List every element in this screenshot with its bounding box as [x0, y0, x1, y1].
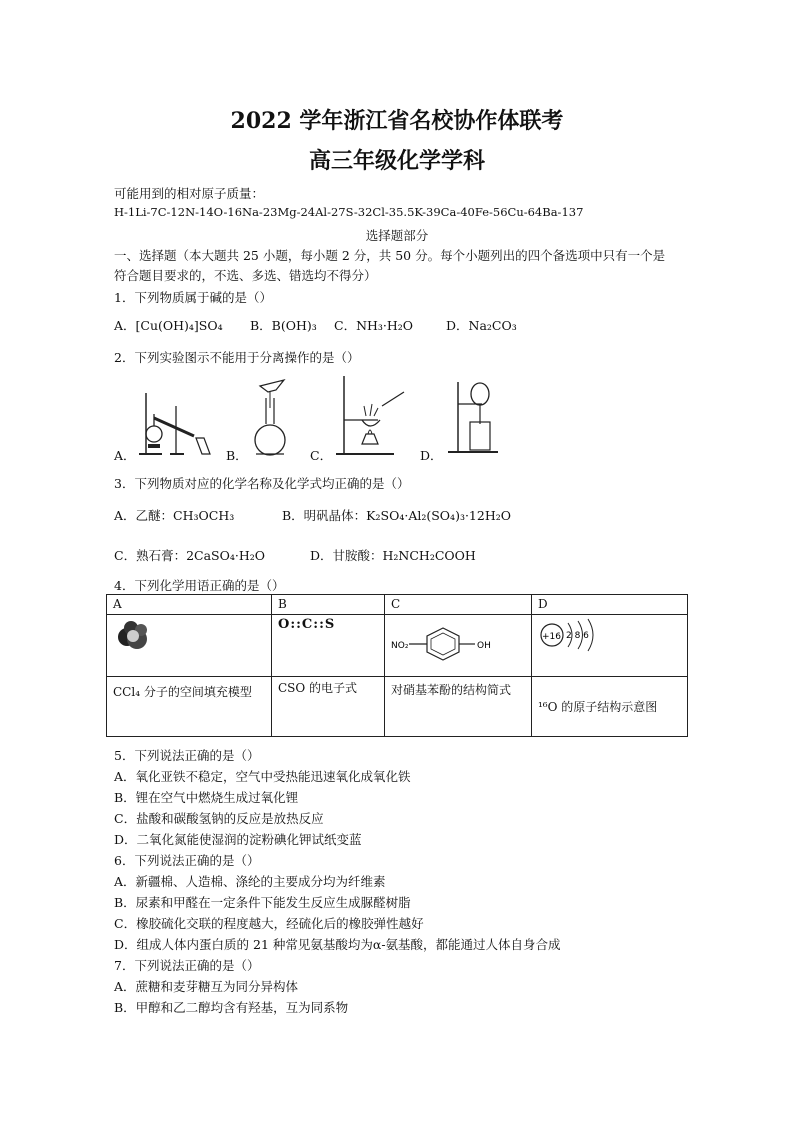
q4-stem: 4．下列化学用语正确的是（） [114, 578, 285, 593]
q7-option-b: B．甲醇和乙二醇均含有羟基，互为同系物 [114, 1000, 349, 1015]
q4-header-d: D [532, 595, 688, 615]
q6-option-a: A．新疆棉、人造棉、涤纶的主要成分均为纤维素 [114, 874, 386, 889]
q5-option-c: C．盐酸和碳酸氢钠的反应是放热反应 [114, 811, 324, 826]
q1-option-b: B．B(OH)₃ [250, 318, 317, 333]
evaporation-apparatus-image [334, 372, 410, 458]
q5-option-a: A．氧化亚铁不稳定，空气中受热能迅速氧化成氧化铁 [114, 769, 411, 784]
q3-option-c: C．熟石膏：2CaSO₄·H₂O [114, 548, 265, 563]
q6-option-c: C．橡胶硫化交联的程度越大，经硫化后的橡胶弹性越好 [114, 916, 424, 931]
q4-cell-b-image [272, 615, 385, 677]
distillation-apparatus-image [136, 388, 216, 458]
q4-cell-c-image [385, 615, 532, 677]
atomic-structure-diagram [538, 617, 628, 657]
exam-subtitle: 高三年级化学学科 [308, 148, 485, 174]
electron-formula: O::C::S [278, 617, 336, 632]
q3-option-b: B．明矾晶体：K₂SO₄·Al₂(SO₄)₃·12H₂O [282, 508, 511, 523]
q6-stem: 6．下列说法正确的是（） [114, 853, 260, 868]
q4-header-c: C [385, 595, 532, 615]
atomic-mass-label: 可能用到的相对原子质量： [114, 186, 265, 201]
q1-stem: 1．下列物质属于碱的是（） [114, 290, 272, 305]
q4-cell-a-image [107, 615, 272, 677]
section-title: 选择题部分 [365, 228, 429, 243]
q2-stem: 2．下列实验图示不能用于分离操作的是（） [114, 350, 360, 365]
q6-option-b: B．尿素和甲醛在一定条件下能发生反应生成脲醛树脂 [114, 895, 411, 910]
exam-title: 2022 学年浙江省名校协作体联考 [230, 108, 564, 134]
q1-option-d: D．Na₂CO₃ [446, 318, 517, 333]
nitro-group-label: NO₂ [391, 641, 409, 651]
q2-option-b: B． [226, 448, 248, 463]
instructions-line-1: 一、选择题（本大题共 25 小题，每小题 2 分，共 50 分。每个小题列出的四个备选项中只有一个是 [114, 248, 666, 263]
q4-desc-c: 对硝基苯酚的结构简式 [385, 677, 532, 737]
q3-stem: 3．下列物质对应的化学名称及化学式均正确的是（） [114, 476, 410, 491]
q5-stem: 5．下列说法正确的是（） [114, 748, 260, 763]
q4-header-a: A [107, 595, 272, 615]
q5-option-d: D．二氧化氮能使湿润的淀粉碘化钾试纸变蓝 [114, 832, 362, 847]
instructions-line-2: 符合题目要求的，不选、多选、错选均不得分） [114, 268, 377, 283]
q4-desc-a: CCl₄ 分子的空间填充模型 [107, 677, 272, 737]
q2-option-c: C． [310, 448, 333, 463]
volumetric-flask-image [246, 378, 296, 458]
q4-cell-d-image [532, 615, 688, 677]
q3-option-d: D．甘胺酸：H₂NCH₂COOH [310, 548, 476, 563]
q1-option-a: A．[Cu(OH)₄]SO₄ [114, 318, 223, 333]
q7-option-a: A．蔗糖和麦芽糖互为同分异构体 [114, 979, 299, 994]
q4-table [106, 594, 688, 737]
q5-option-b: B．锂在空气中燃烧生成过氧化锂 [114, 790, 299, 805]
nucleus-charge-label: +16 [542, 632, 561, 642]
space-filling-model-icon [113, 617, 153, 653]
q4-header-b: B [272, 595, 385, 615]
separatory-funnel-image [446, 378, 502, 458]
electron-shell-counts: 2 8 6 [566, 631, 589, 641]
q4-desc-b: CSO 的电子式 [272, 677, 385, 737]
q1-option-c: C．NH₃·H₂O [334, 318, 414, 333]
q7-stem: 7．下列说法正确的是（） [114, 958, 260, 973]
p-nitrophenol-structure [391, 622, 495, 666]
q2-option-d: D． [420, 448, 443, 463]
q2-option-a: A． [114, 448, 136, 463]
q6-option-d: D．组成人体内蛋白质的 21 种常见氨基酸均为α-氨基酸，都能通过人体自身合成 [114, 937, 561, 952]
hydroxyl-group-label: OH [477, 641, 491, 651]
q3-option-a: A．乙醚：CH₃OCH₃ [114, 508, 235, 523]
q4-desc-d: ¹⁶O 的原子结构示意图 [532, 677, 688, 737]
atomic-mass-list: H-1Li-7C-12N-14O-16Na-23Mg-24Al-27S-32Cl-35.5K-39Ca-40Fe-56Cu-64Ba-137 [114, 205, 584, 219]
